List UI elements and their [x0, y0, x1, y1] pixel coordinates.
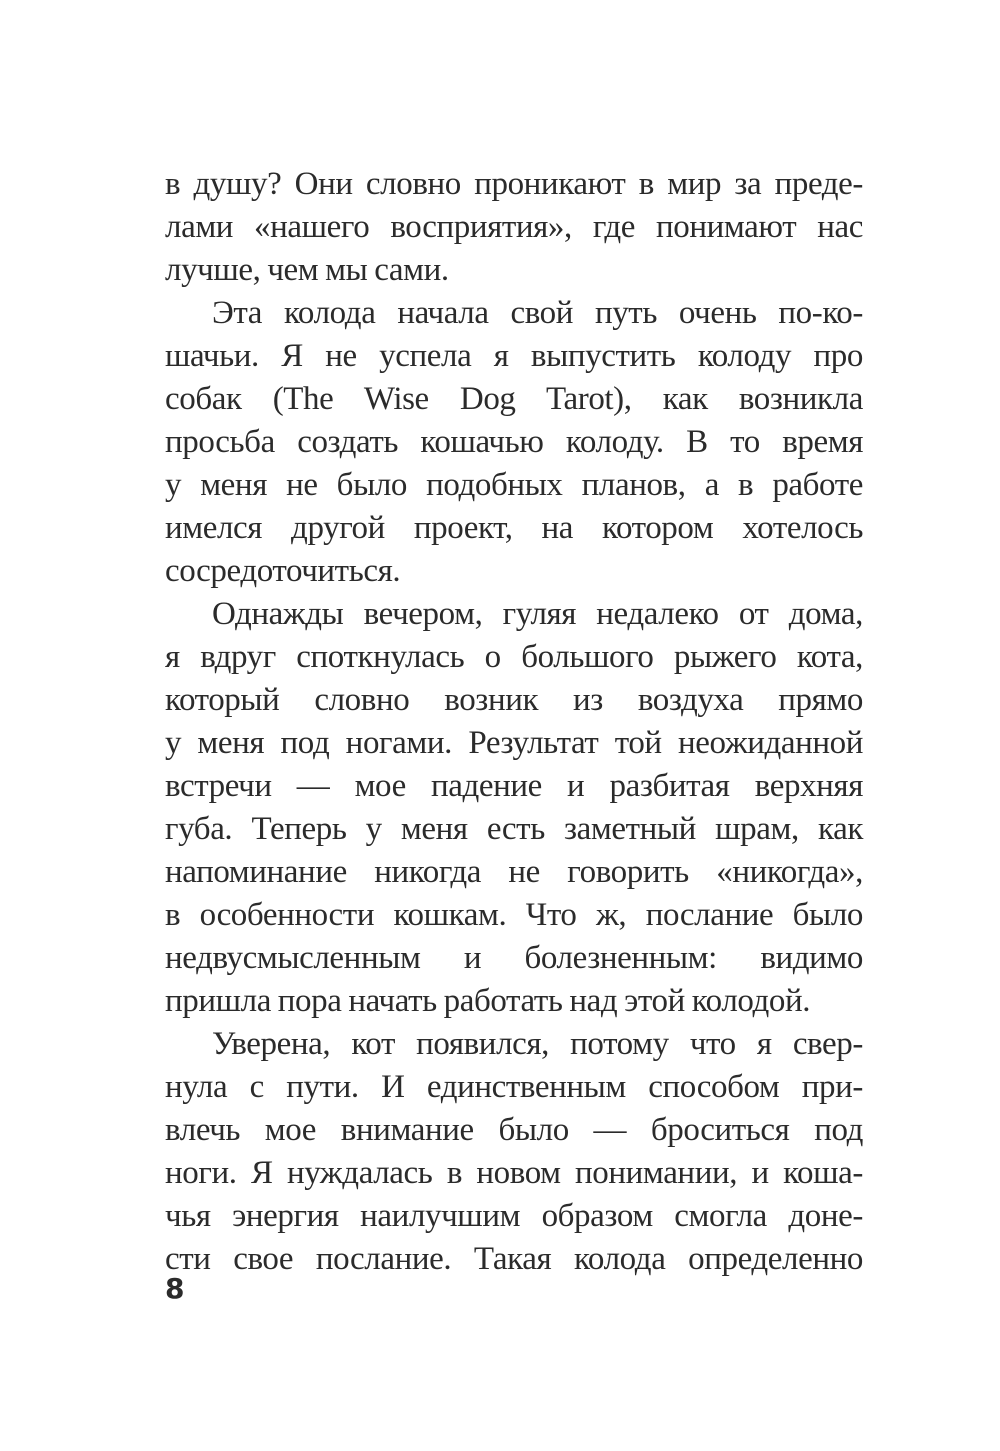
text-line: напоминание никогда не говорить «никогда», [165, 854, 863, 890]
text-line: Уверена, кот появился, потому что я свер- [212, 1026, 863, 1062]
text-line: который словно возник из воздуха прямо [165, 682, 863, 718]
text-line: чья энергия наилучшим образом смогла доне- [165, 1198, 863, 1234]
text-line: лами «нашего восприятия», где понимают нас [165, 209, 863, 245]
text-line: у меня под ногами. Результат той неожиданной [165, 725, 863, 761]
body-text [165, 163, 863, 1281]
text-line: сосредоточиться. [165, 553, 401, 589]
text-line: шачьи. Я не успела я выпустить колоду про [165, 338, 863, 374]
page-number: 8 [165, 1272, 185, 1305]
text-line: в особенности кошкам. Что ж, послание было [165, 897, 863, 933]
text-line: встречи — мое падение и разбитая верхняя [165, 768, 863, 804]
text-line: ноги. Я нуждалась в новом понимании, и коша- [165, 1155, 863, 1191]
text-line: в душу? Они словно проникают в мир за преде- [165, 166, 863, 202]
text-line: пришла пора начать работать над этой колодой. [165, 983, 811, 1019]
paragraph [165, 163, 863, 292]
text-line: губа. Теперь у меня есть заметный шрам, как [165, 811, 863, 847]
text-line: имелся другой проект, на котором хотелось [165, 510, 863, 546]
paragraph [165, 593, 863, 1023]
text-line: недвусмысленным и болезненным: видимо [165, 940, 863, 976]
text-line: я вдруг споткнулась о большого рыжего кота, [165, 639, 863, 675]
text-line: влечь мое внимание было — броситься под [165, 1112, 863, 1148]
text-line: Эта колода начала свой путь очень по-ко- [212, 295, 863, 331]
text-line: лучше, чем мы сами. [165, 252, 449, 288]
paragraph [165, 292, 863, 593]
text-line: просьба создать кошачью колоду. В то время [165, 424, 863, 460]
paragraph [165, 1023, 863, 1281]
text-line: нула с пути. И единственным способом при- [165, 1069, 863, 1105]
text-line: собак (The Wise Dog Tarot), как возникла [165, 381, 863, 417]
text-line: Однажды вечером, гуляя недалеко от дома, [212, 596, 863, 632]
text-line: сти свое послание. Такая колода определенно [165, 1241, 863, 1277]
text-line: у меня не было подобных планов, а в работе [165, 467, 863, 503]
